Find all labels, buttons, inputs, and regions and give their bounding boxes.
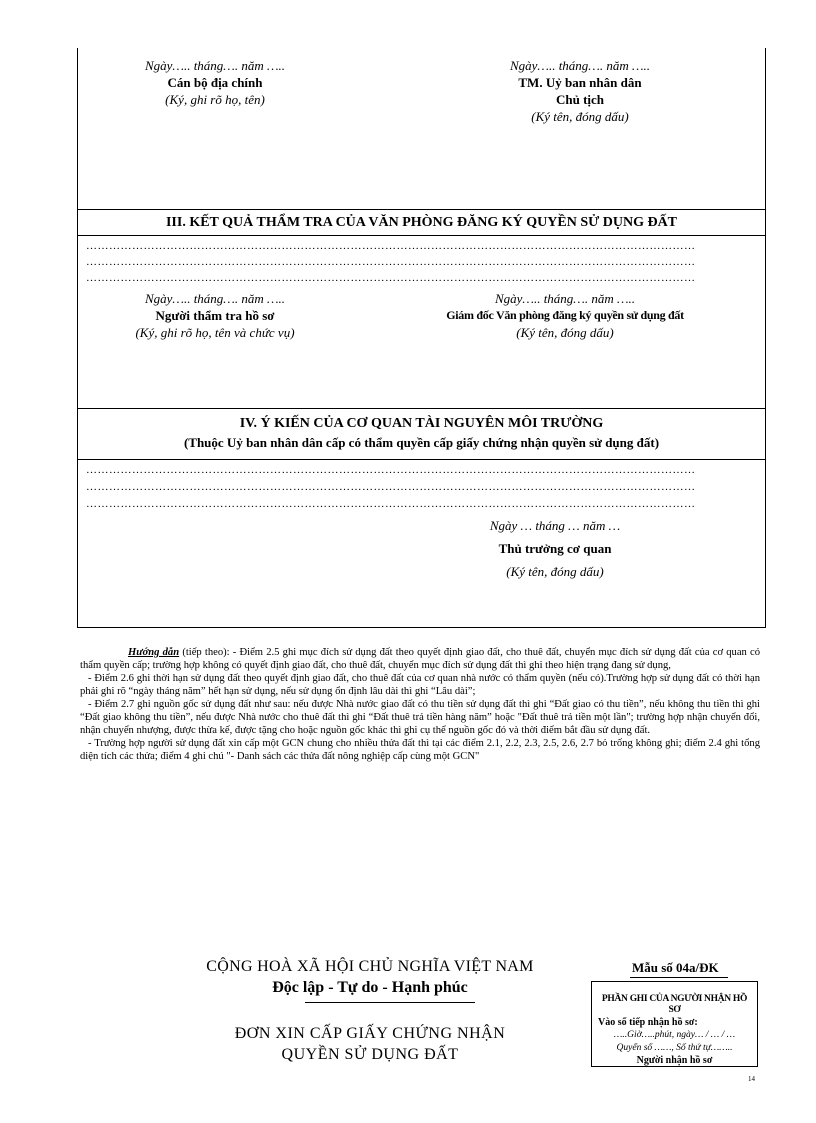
guidance-paragraph-4: - Trường hợp người sử dụng đất xin cấp một GCN chung cho nhiều thửa đất thì tại các điểm 2.1, 2.2, 2.3, 2.5, 2.6, 2.7 bỏ trống không ghi; điểm 2.4 ghi tổng diện tích các thửa; điểm 4 ghi chú "- Danh sách các thửa đất nông nghiệp cấp cùng một GCN" <box>80 738 760 762</box>
section3-left-note: (Ký, ghi rõ họ, tên và chức vụ) <box>135 325 295 340</box>
section3-right-signature <box>400 290 730 341</box>
form-code: Mẫu số 04a/ĐK <box>632 960 719 975</box>
section4-dots-2: …………………………………………………………………………………………………………………………………………… <box>86 481 696 493</box>
receipt-line1: Vào sổ tiếp nhận hồ sơ: <box>598 1017 698 1028</box>
top-left-title: Cán bộ địa chính <box>167 75 263 90</box>
guidance-label: Hướng dẫn <box>128 647 180 658</box>
section3-right-date: Ngày….. tháng…. năm ….. <box>494 291 636 306</box>
guidance-paragraph-2: - Điểm 2.6 ghi thời hạn sử dụng đất theo quyết định giao đất, cho thuê đất của cơ quan nhà nước có thẩm quyền (nếu có).Trường hợp sử dụng đất có thời hạn phải ghi rõ “ngày tháng năm” hết hạn sử dụng, nếu sử dụng ổn định lâu dài thì ghi “Lâu dài”; <box>80 673 760 697</box>
top-left-note: (Ký, ghi rõ họ, tên) <box>165 92 265 107</box>
top-right-title: TM. Uỷ ban nhân dân <box>518 75 642 90</box>
guidance-p1-text: (tiếp theo): - Điểm 2.5 ghi mục đích sử dụng đất theo quyết định giao đất, cho thuê đất, chuyển mục đích sử dụng đất của cơ quan có thẩm quyền cấp; trường hợp không có quyết định giao đất, cho thuê đất, chuyển mục đích sử dụng đất thì ghi theo hiện trạng đang sử dụng, <box>80 647 760 671</box>
top-left-date: Ngày….. tháng…. năm ….. <box>144 58 286 73</box>
page-number: 14 <box>748 1075 755 1083</box>
receipt-line4: Người nhận hồ sơ <box>636 1055 713 1066</box>
national-header <box>150 956 590 998</box>
section4-heading: IV. Ý KIẾN CỦA CƠ QUAN TÀI NGUYÊN MÔI TRƯỜNG <box>239 416 604 431</box>
section4-title: Thủ trưởng cơ quan <box>498 541 612 556</box>
guidance-paragraph-3: - Điểm 2.7 ghi nguồn gốc sử dụng đất như sau: nếu được Nhà nước giao đất có thu tiền sử dụng đất thì ghi “Đất giao có thu tiền”, nếu không thu tiền thì ghi “Đất giao không thu tiền”, nếu được Nhà nước cho thuê đất thì ghi “Đất thuê trả tiền hàng năm” hoặc "Đất thuê trả tiền một lần"; trường hợp nhận chuyển đổi, nhận chuyển nhượng, được thừa kế, được tặng cho hoặc nguồn gốc khác thì ghi cụ thể nguồn gốc đó và thời điểm bắt đầu sử dụng đất. <box>80 699 760 736</box>
section3-left-title: Người thẩm tra hồ sơ <box>155 308 275 323</box>
section4-dots-1: …………………………………………………………………………………………………………………………………………… <box>86 464 696 476</box>
motto-underline <box>305 1002 475 1003</box>
section4-date: Ngày … tháng … năm … <box>489 518 621 533</box>
top-left-signature <box>100 57 330 108</box>
section3-dots-1: …………………………………………………………………………………………………………………………………………… <box>86 240 696 252</box>
country-name: CỘNG HOÀ XÃ HỘI CHỦ NGHĨA VIỆT NAM <box>206 958 534 975</box>
frame-left-border <box>77 48 78 628</box>
section3-right-note: (Ký tên, đóng dấu) <box>516 325 614 340</box>
section3-left-signature <box>95 290 335 341</box>
section4-signature <box>430 517 680 580</box>
frame-right-border <box>765 48 766 628</box>
section4-top-rule <box>77 408 766 409</box>
form-code-underline <box>630 977 728 978</box>
section3-right-title: Giám đốc Văn phòng đăng ký quyền sử dụng đất <box>446 308 684 322</box>
receipt-line2: …..Giờ…..phút, ngày… / … / … <box>613 1030 736 1040</box>
top-right-signature <box>450 57 710 125</box>
top-right-title2: Chủ tịch <box>555 92 605 107</box>
section3-left-date: Ngày….. tháng…. năm ….. <box>144 291 286 306</box>
guidance-notes <box>80 646 760 763</box>
top-right-date: Ngày….. tháng…. năm ….. <box>509 58 651 73</box>
section3-heading-rule <box>77 235 766 236</box>
receipt-line3: Quyển số ……, Số thứ tự…….. <box>616 1043 733 1053</box>
section4-dots-3: …………………………………………………………………………………………………………………………………………… <box>86 498 696 510</box>
national-motto: Độc lập - Tự do - Hạnh phúc <box>272 979 468 996</box>
section4-heading-rule <box>77 459 766 460</box>
section3-dots-3: …………………………………………………………………………………………………………………………………………… <box>86 272 696 284</box>
frame-bottom-border <box>77 627 766 628</box>
section3-top-rule <box>77 209 766 210</box>
section4-subheading: (Thuộc Uỷ ban nhân dân cấp có thẩm quyền cấp giấy chứng nhận quyền sử dụng đất) <box>183 435 660 450</box>
form-title-line1: ĐƠN XIN CẤP GIẤY CHỨNG NHẬN <box>234 1025 506 1042</box>
form-title <box>150 1023 590 1065</box>
top-right-note: (Ký tên, đóng dấu) <box>531 109 629 124</box>
receipt-heading: PHẦN GHI CỦA NGƯỜI NHẬN HỒ SƠ <box>601 994 748 1015</box>
section3-heading: III. KẾT QUẢ THẨM TRA CỦA VĂN PHÒNG ĐĂNG KÝ QUYỀN SỬ DỤNG ĐẤT <box>165 215 678 230</box>
receipt-box <box>591 981 758 1067</box>
form-title-line2: QUYỀN SỬ DỤNG ĐẤT <box>281 1046 459 1063</box>
section3-dots-2: …………………………………………………………………………………………………………………………………………… <box>86 256 696 268</box>
guidance-paragraph-1 <box>80 646 760 672</box>
section4-note: (Ký tên, đóng dấu) <box>506 564 604 579</box>
